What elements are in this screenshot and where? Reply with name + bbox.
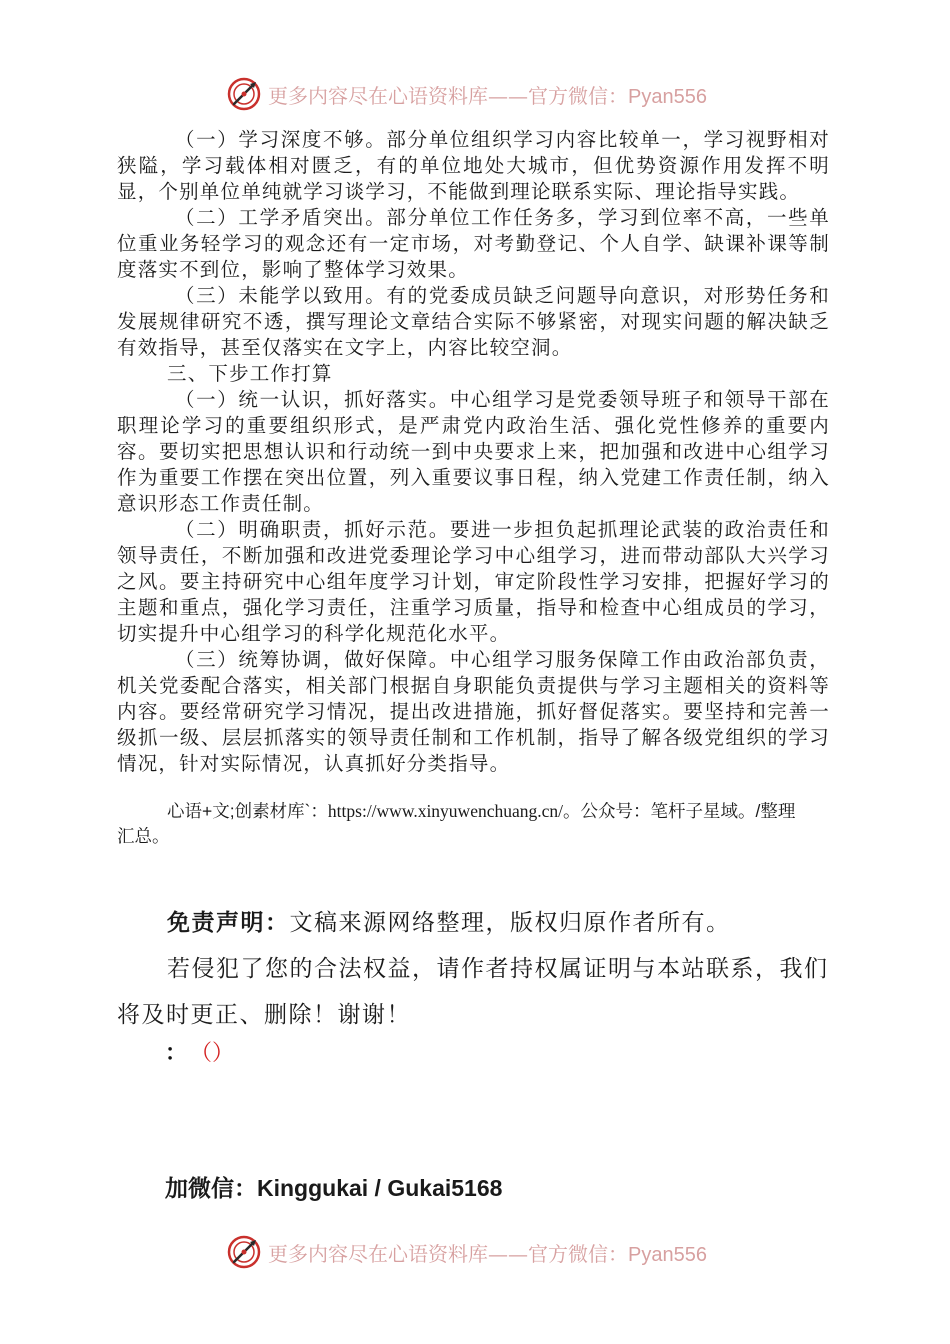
- banner-text: 更多内容尽在心语资料库——官方微信：Pyan556: [268, 1241, 707, 1266]
- banner-text: 更多内容尽在心语资料库——官方微信：Pyan556: [268, 83, 707, 108]
- red-paren: （）: [201, 1041, 235, 1066]
- section-heading: 三、下步工作打算: [167, 362, 333, 385]
- colon-line: ： （）: [165, 1041, 235, 1066]
- disclaimer-line2: 若侵犯了您的合法权益，请作者持权属证明与本站联系，我们将及时更正、删除！谢谢！: [117, 956, 829, 1028]
- disclaimer: [117, 900, 832, 1038]
- logo-icon: [226, 1234, 262, 1270]
- paragraph: （一）学习深度不够。部分单位组织学习内容比较单一，学习视野相对狭隘，学习载体相对匮乏，有的单位地处大城市，但优势资源作用发挥不明显，个别单位单纯就学习谈学习，不能做到理论联系实际、理论指导实践。: [117, 128, 830, 203]
- paragraph: （三）统筹协调，做好保障。中心组学习服务保障工作由政治部负责，机关党委配合落实，相关部门根据自身职能负责提供与学习主题相关的资料等内容。要经常研究学习情况，提出改进措施，抓好督促落实。要坚持和完善一级抓一级、层层抓落实的领导责任制和工作机制，指导了解各级党组织的学习情况，针对实际情况，认真抓好分类指导。: [117, 648, 830, 775]
- footer-banner: [226, 1232, 746, 1272]
- logo-icon: [226, 76, 262, 112]
- source-url: https://www.xinyuwenchuang.cn/: [327, 801, 564, 821]
- paragraph: （三）未能学以致用。有的党委成员缺乏问题导向意识，对形势任务和发展规律研究不透，撰写理论文章结合实际不够紧密，对现实问题的解决缺乏有效指导，甚至仅落实在文字上，内容比较空洞。: [117, 284, 830, 359]
- paragraph: （二）明确职责，抓好示范。要进一步担负起抓理论武装的政治责任和领导责任，不断加强和改进党委理论学习中心组学习，进而带动部队大兴学习之风。要主持研究中心组年度学习计划，审定阶段性学习安排，把握好学习的主题和重点，强化学习责任，注重学习质量，指导和检查中心组成员的学习，切实提升中心组学习的科学化规范化水平。: [117, 518, 830, 645]
- source-note: 心语+文;创素材库`：https://www.xinyuwenchuang.cn/。公众号：笔杆子星域。/整理汇总。: [117, 801, 796, 846]
- wechat-contact: 加微信：Kinggukai / Gukai5168: [165, 1175, 503, 1201]
- paragraph: （二）工学矛盾突出。部分单位工作任务多，学习到位率不高，一些单位重业务轻学习的观念还有一定市场，对考勤登记、个人自学、缺课补课等制度落实不到位，影响了整体学习效果。: [117, 206, 830, 281]
- header-banner: [226, 74, 746, 114]
- disclaimer-line1: 文稿来源网络整理，版权归原作者所有。: [289, 910, 731, 936]
- disclaimer-label: 免责声明：: [167, 910, 290, 936]
- document-body: [117, 127, 830, 777]
- paragraph: （一）统一认识，抓好落实。中心组学习是党委领导班子和领导干部在职理论学习的重要组织形式，是严肃党内政治生活、强化党性修养的重要内容。要切实把思想认识和行动统一到中央要求上来，把加强和改进中心组学习作为重要工作摆在突出位置，列入重要议事日程，纳入党建工作责任制，纳入意识形态工作责任制。: [117, 388, 830, 515]
